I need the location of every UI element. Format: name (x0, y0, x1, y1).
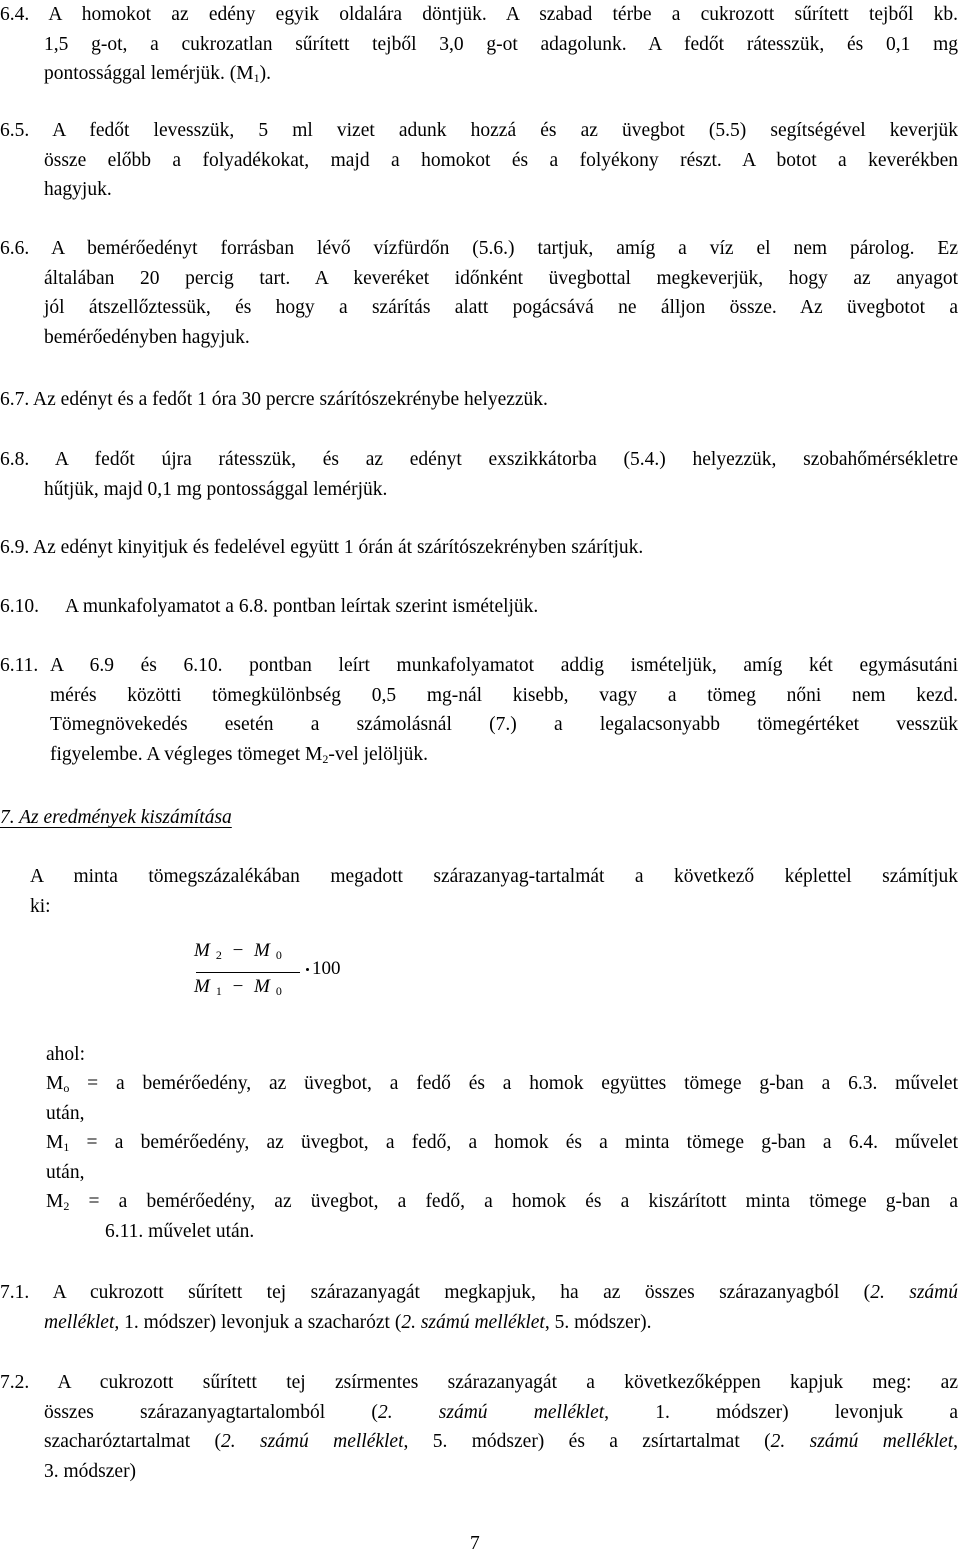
definition-m1-line-2: után, (46, 1161, 85, 1183)
section-7-heading: 7. Az eredmények kiszámítása (0, 807, 232, 828)
step-7-1-line-2: melléklet, 1. módszer) levonjuk a szacharózt (2. számú melléklet, 5. módszer). (44, 1311, 652, 1333)
fraction-bar (196, 972, 300, 973)
step-6-9-line: 6.9. Az edényt kinyitjuk és fedelével együtt 1 órán át szárítószekrényben szárítjuk. (0, 537, 644, 558)
step-6-10 (0, 592, 958, 622)
step-6-5-line-1: 6.5. A fedőt levesszük, 5 ml vizet adunk hozzá és az üvegbot (5.5) segítségével keverjük (0, 120, 958, 141)
step-6-7 (0, 385, 958, 415)
formula-intro-line-1: A minta tömegszázalékában megadott szárazanyag-tartalmát a következő képlettel számítjuk (30, 866, 958, 887)
step-6-5-line-2: össze előbb a folyadékokat, majd a homokot és a folyékony részt. A botot a keverékben (44, 149, 958, 171)
step-6-4-line-3: pontossággal lemérjük. $(M_1)$. (44, 63, 271, 85)
definition-m2: $M_2 = a$ bemérőedény, az üvegbot, a fedő, a homok és a kiszárított minta tömege g-ban a (46, 1191, 958, 1213)
formula (194, 940, 364, 1010)
step-6-10-line: 6.10. A munkafolyamatot a 6.8. pontban leírtak szerint ismételjük. (0, 596, 539, 617)
formula-intro (30, 862, 958, 921)
step-6-6-line-4: bemérőedényben hagyjuk. (44, 326, 250, 348)
formula-multiplier: 100 (306, 958, 341, 980)
definition-m2-line-2: 6.11. művelet után. (105, 1220, 255, 1242)
step-7-1 (0, 1278, 958, 1337)
step-6-4-line-1: 6.4. A homokot az edény egyik oldalára döntjük. A szabad térbe a cukrozott sűrített tejből kb. (0, 4, 958, 25)
step-6-11-line-2: mérés közötti tömegkülönbség 0,5 mg-nál kisebb, vagy a tömeg nőni nem kezd. (50, 684, 958, 706)
page-number: 7 (470, 1533, 480, 1554)
formula-denominator: M $_1$ − M $_0$ (194, 976, 282, 998)
step-6-5-line-3: hagyjuk. (44, 179, 112, 200)
where-label: ahol: (46, 1044, 85, 1065)
step-6-6 (0, 234, 958, 352)
step-6-9 (0, 533, 958, 563)
definition-m1: $M_1 = a$ bemérőedény, az üvegbot, a fedő, a homok és a minta tömege g-ban a 6.4. művelet (46, 1132, 958, 1154)
step-6-4 (0, 0, 958, 89)
definitions (46, 1069, 958, 1246)
step-7-2-line-3: szacharóztartalmat (2. számú melléklet, 5. módszer) és a zsírtartalmat (2. számú melléklet, (44, 1431, 958, 1452)
formula-numerator: M $_2$ − M $_0$ (194, 940, 282, 962)
formula-intro-line-2: ki: (30, 895, 51, 917)
definition-m0: $M_o = a$ bemérőedény, az üvegbot, a fedő és a homok együttes tömege g-ban a 6.3. művelet (46, 1073, 958, 1095)
step-6-11-line-1: A 6.9 és 6.10. pontban leírt munkafolyamatot addig ismételjük, amíg két egymásutáni (50, 655, 958, 676)
step-6-8-line-2: hűtjük, majd 0,1 mg pontossággal lemérjük. (44, 478, 388, 500)
step-6-11-line-4: figyelembe. A végleges tömeget $M_2$-vel jelöljük. (50, 743, 429, 766)
step-7-2-line-1: 7.2. A cukrozott sűrített tej zsírmentes szárazanyagát a következőképpen kapjuk meg: az (0, 1372, 958, 1393)
step-6-6-line-3: jól átszellőztessük, és hogy a szárítás alatt pogácsává ne álljon össze. Az üvegbotot a (44, 297, 958, 318)
step-7-1-line-1: 7.1. A cukrozott sűrített tej szárazanyagát megkapjuk, ha az összes szárazanyagból (2. számú (0, 1282, 958, 1303)
step-6-6-line-1: 6.6. A bemérőedényt forrásban lévő vízfürdőn (5.6.) tartjuk, amíg a víz el nem párolog. Ez (0, 238, 958, 259)
step-6-8-line-1: 6.8. A fedőt újra rátesszük, és az edényt exszikkátorba (5.4.) helyezzük, szobahőmérsékletre (0, 449, 958, 470)
step-7-2-line-4: 3. módszer) (44, 1460, 137, 1482)
step-6-6-line-2: általában 20 percig tart. A keveréket időnként üvegbottal megkeverjük, hogy az anyagot (44, 267, 958, 289)
step-7-2 (0, 1368, 958, 1486)
step-6-5 (0, 116, 958, 205)
step-7-2-line-2: összes szárazanyagtartalomból (2. számú melléklet, 1. módszer) levonjuk a (44, 1401, 959, 1423)
step-6-11-line-3: Tömegnövekedés esetén a számolásnál (7.) a legalacsonyabb tömegértéket vesszük (50, 714, 958, 735)
definition-m0-line-2: után, (46, 1102, 85, 1124)
step-6-8 (0, 445, 958, 504)
step-6-11-number: 6.11. (0, 655, 39, 676)
step-6-4-line-2: 1,5 g-ot, a cukrozatlan sűrített tejből 3,0 g-ot adagolunk. A fedőt rátesszük, és 0,1 mg (44, 33, 958, 55)
step-6-11 (0, 651, 958, 769)
step-6-7-line: 6.7. Az edényt és a fedőt 1 óra 30 percre szárítószekrénybe helyezzük. (0, 389, 548, 410)
step-6-10-number: 6.10. (0, 596, 39, 617)
